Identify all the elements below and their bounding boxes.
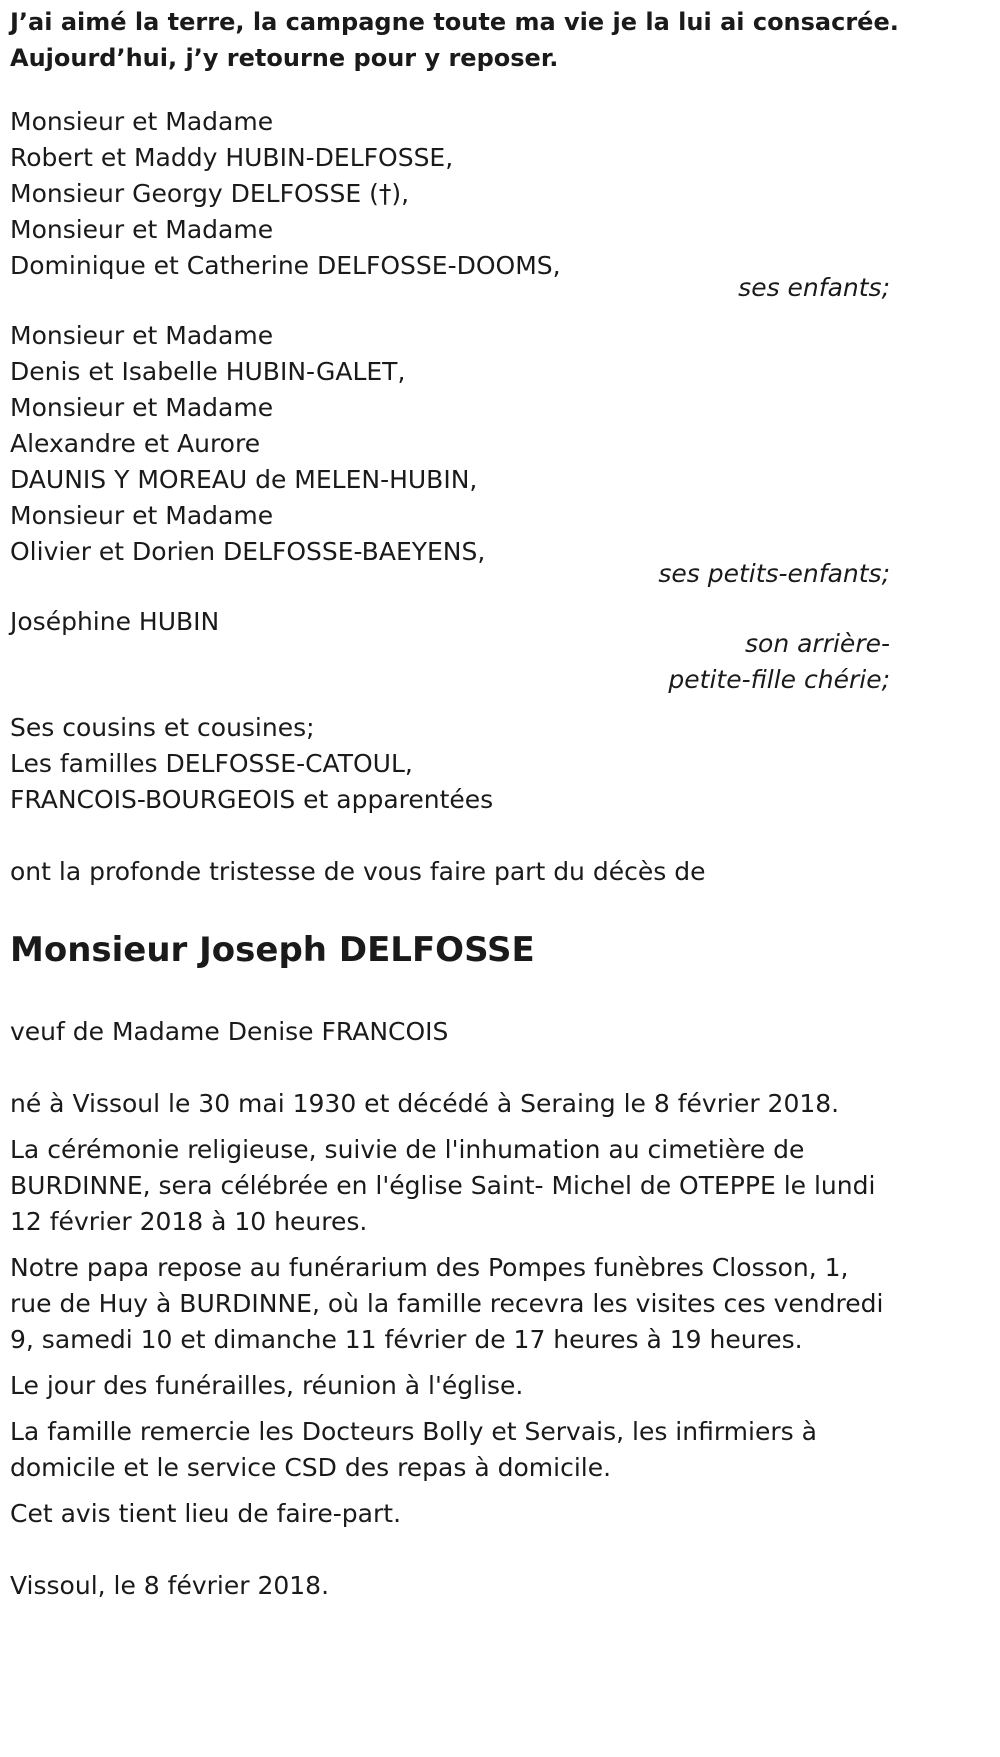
family-line: Monsieur et Madame: [10, 501, 274, 530]
deceased-name: Monsieur Joseph DELFOSSE: [10, 930, 535, 970]
family-line: Monsieur et Madame: [10, 321, 274, 350]
grandchildren-section: [10, 318, 890, 592]
family-line: DAUNIS Y MOREAU de MELEN-HUBIN,: [10, 465, 478, 494]
family-line: Joséphine HUBIN: [10, 607, 220, 636]
obituary-notice: [0, 4, 1000, 1757]
family-line: Dominique et Catherine DELFOSSE-DOOMS,: [10, 251, 561, 280]
announcement: ont la profonde tristesse de vous faire part du décès de: [10, 857, 706, 886]
family-line: Monsieur et Madame: [10, 215, 274, 244]
grandchildren-role: ses petits-enfants;: [658, 559, 890, 588]
visitation-paragraph: Notre papa repose au funérarium des Pompes funèbres Closson, 1, rue de Huy à BURDINNE, où la famille recevra les visites ces vendredi 9, samedi 10 et dimanche 11 février de 17 heures à 19 heures.: [10, 1253, 884, 1354]
family-line: Ses cousins et cousines;: [10, 713, 315, 742]
great-grandchild-role-2: petite-fille chérie;: [668, 665, 890, 694]
widower-of: veuf de Madame Denise FRANCOIS: [10, 1017, 449, 1046]
children-section: [10, 104, 890, 306]
epigraph-line-1: J’ai aimé la terre, la campagne toute ma vie je la lui ai consacrée.: [10, 8, 899, 36]
family-line: Monsieur Georgy DELFOSSE (†),: [10, 179, 410, 208]
notice-paragraph: Cet avis tient lieu de faire-part.: [10, 1499, 402, 1528]
family-line: FRANCOIS-BOURGEOIS et apparentées: [10, 785, 494, 814]
epigraph-line-2: Aujourd’hui, j’y retourne pour y reposer.: [10, 44, 559, 72]
family-line: Olivier et Dorien DELFOSSE-BAEYENS,: [10, 537, 486, 566]
great-grandchild-role-1: son arrière-: [745, 629, 890, 658]
signature-date: Vissoul, le 8 février 2018.: [10, 1571, 330, 1600]
family-line: Monsieur et Madame: [10, 107, 274, 136]
family-line: Denis et Isabelle HUBIN-GALET,: [10, 357, 406, 386]
great-grandchild-section: [10, 604, 890, 698]
children-role: ses enfants;: [738, 273, 890, 302]
meeting-paragraph: Le jour des funérailles, réunion à l'église.: [10, 1371, 524, 1400]
birth-death-paragraph: né à Vissoul le 30 mai 1930 et décédé à Seraing le 8 février 2018.: [10, 1089, 840, 1118]
epigraph: [10, 4, 1000, 76]
family-line: Les familles DELFOSSE-CATOUL,: [10, 749, 413, 778]
family-line: Robert et Maddy HUBIN-DELFOSSE,: [10, 143, 454, 172]
relatives-section: [10, 710, 890, 818]
family-line: Alexandre et Aurore: [10, 429, 261, 458]
family-line: Monsieur et Madame: [10, 393, 274, 422]
ceremony-paragraph: La cérémonie religieuse, suivie de l'inhumation au cimetière de BURDINNE, sera célébrée en l'église Saint- Michel de OTEPPE le lundi 12 février 2018 à 10 heures.: [10, 1135, 876, 1236]
thanks-paragraph: La famille remercie les Docteurs Bolly et Servais, les infirmiers à domicile et le service CSD des repas à domicile.: [10, 1417, 817, 1482]
